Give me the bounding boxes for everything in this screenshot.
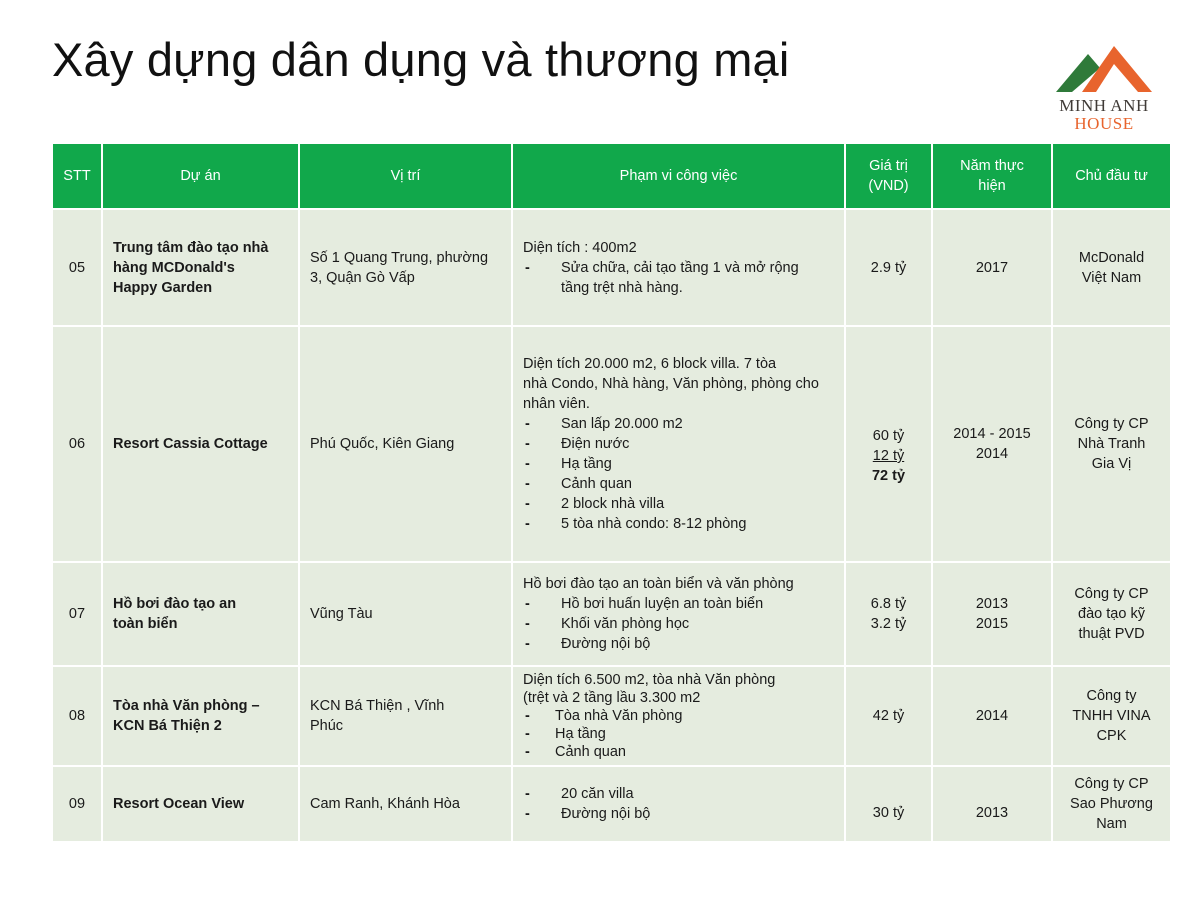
cell-location: Số 1 Quang Trung, phường 3, Quận Gò Vấp (299, 209, 512, 326)
cell-project-name: Resort Ocean View (102, 766, 299, 842)
scope-bullet: - 20 căn villa (523, 784, 834, 804)
cell-owner: Công ty CP đào tạo kỹ thuật PVD (1052, 562, 1171, 666)
company-logo (1052, 42, 1156, 134)
scope-bullet: - 2 block nhà villa (523, 494, 834, 514)
scope-bullet: - 5 tòa nhà condo: 8-12 phòng (523, 514, 834, 534)
cell-year: 2014 (932, 666, 1052, 766)
header-project: Dự án (102, 143, 299, 209)
table-row (52, 766, 1171, 842)
cell-stt: 08 (52, 666, 102, 766)
cell-location: Vũng Tàu (299, 562, 512, 666)
cell-location: Cam Ranh, Khánh Hòa (299, 766, 512, 842)
cell-project-name: Hồ bơi đào tạo an toàn biển (102, 562, 299, 666)
scope-bullet: - Hồ bơi huấn luyện an toàn biển (523, 594, 834, 614)
cell-year: 2017 (932, 209, 1052, 326)
cell-project-name: Trung tâm đào tạo nhà hàng MCDonald's Happy Garden (102, 209, 299, 326)
cell-value: 60 tỷ 12 tỷ 72 tỷ (845, 326, 932, 562)
cell-year: 2013 (932, 766, 1052, 842)
header-location: Vị trí (299, 143, 512, 209)
cell-owner: McDonald Việt Nam (1052, 209, 1171, 326)
cell-scope: Diện tích 6.500 m2, tòa nhà Văn phòng (trệt và 2 tầng lầu 3.300 m2 - Tòa nhà Văn phòng - Hạ tầng - Cảnh quan (512, 666, 845, 766)
cell-owner: Công ty CP Sao Phương Nam (1052, 766, 1171, 842)
house-roof-icon (1052, 42, 1156, 98)
scope-bullet: - Cảnh quan (523, 743, 834, 761)
cell-owner: Công ty TNHH VINA CPK (1052, 666, 1171, 766)
scope-bullet: - San lấp 20.000 m2 (523, 414, 834, 434)
cell-project-name: Resort Cassia Cottage (102, 326, 299, 562)
cell-scope: Diện tích : 400m2 - Sửa chữa, cải tạo tầng 1 và mở rộng tầng trệt nhà hàng. (512, 209, 845, 326)
scope-bullet: - Cảnh quan (523, 474, 834, 494)
logo-text-minh-anh: MINH ANH (1059, 96, 1149, 115)
cell-location: KCN Bá Thiện , Vĩnh Phúc (299, 666, 512, 766)
cell-value: 42 tỷ (845, 666, 932, 766)
scope-bullet: - Điện nước (523, 434, 834, 454)
table-header-row (52, 143, 1171, 209)
header-stt: STT (52, 143, 102, 209)
cell-scope: Hồ bơi đào tạo an toàn biển và văn phòng - Hồ bơi huấn luyện an toàn biển - Khối văn phòng học - Đường nội bộ (512, 562, 845, 666)
scope-bullet: - Đường nội bộ (523, 634, 834, 654)
cell-value: 2.9 tỷ (845, 209, 932, 326)
cell-value: 30 tỷ (845, 766, 932, 842)
cell-scope (512, 766, 845, 842)
header-owner: Chủ đầu tư (1052, 143, 1171, 209)
logo-text-house: HOUSE (1074, 114, 1134, 133)
cell-location: Phú Quốc, Kiên Giang (299, 326, 512, 562)
table-row (52, 666, 1171, 766)
cell-stt: 07 (52, 562, 102, 666)
header-scope: Phạm vi công việc (512, 143, 845, 209)
table-row (52, 562, 1171, 666)
page-title: Xây dựng dân dụng và thương mại (52, 33, 790, 86)
scope-bullet: - Đường nội bộ (523, 804, 834, 824)
cell-stt: 06 (52, 326, 102, 562)
cell-scope: Diện tích 20.000 m2, 6 block villa. 7 tòa nhà Condo, Nhà hàng, Văn phòng, phòng cho nhân viên. - San lấp 20.000 m2 - Điện nước - Hạ tầng - Cảnh quan - 2 block nhà villa - 5 tòa nhà condo: 8-12 phòng (512, 326, 845, 562)
cell-year: 2013 2015 (932, 562, 1052, 666)
cell-owner: Công ty CP Nhà Tranh Gia Vị (1052, 326, 1171, 562)
scope-bullet: - Hạ tầng (523, 454, 834, 474)
scope-bullet: - Tòa nhà Văn phòng (523, 707, 834, 725)
header-value: Giá trị (VND) (845, 143, 932, 209)
cell-stt: 09 (52, 766, 102, 842)
cell-stt: 05 (52, 209, 102, 326)
projects-table (51, 142, 1172, 843)
cell-year: 2014 - 2015 2014 (932, 326, 1052, 562)
table-row (52, 209, 1171, 326)
scope-bullet: - Khối văn phòng học (523, 614, 834, 634)
header-year: Năm thực hiện (932, 143, 1052, 209)
cell-value: 6.8 tỷ 3.2 tỷ (845, 562, 932, 666)
scope-bullet: - Hạ tầng (523, 725, 834, 743)
table-row (52, 326, 1171, 562)
cell-project-name: Tòa nhà Văn phòng – KCN Bá Thiện 2 (102, 666, 299, 766)
